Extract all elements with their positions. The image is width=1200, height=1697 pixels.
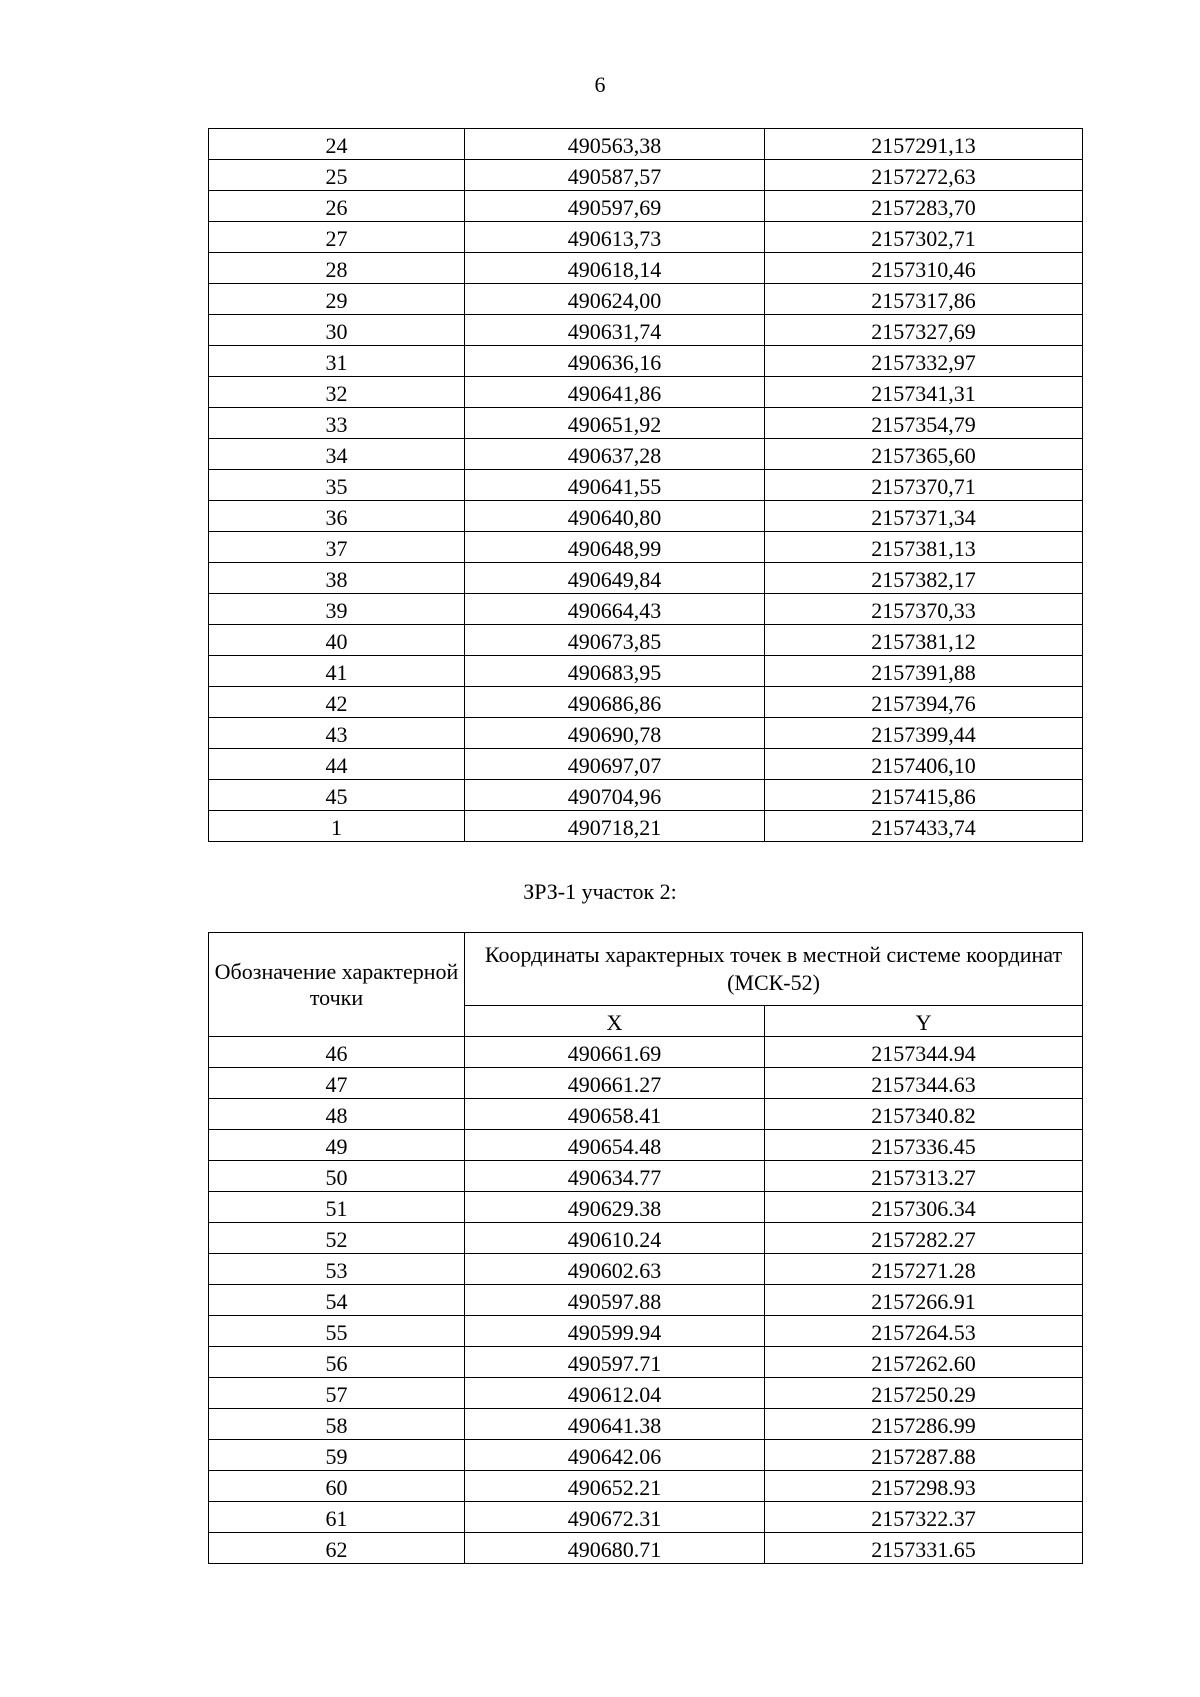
table-row <box>209 1223 1083 1254</box>
point-cell: 35 <box>209 470 465 501</box>
y-coordinate-cell: 2157354,79 <box>765 408 1083 439</box>
y-coordinate-cell: 2157336.45 <box>765 1130 1083 1161</box>
y-coordinate-cell: 2157371,34 <box>765 501 1083 532</box>
point-cell: 54 <box>209 1285 465 1316</box>
y-coordinate-cell: 2157327,69 <box>765 315 1083 346</box>
x-coordinate-cell: 490672.31 <box>465 1502 765 1533</box>
point-cell: 32 <box>209 377 465 408</box>
table-row <box>209 501 1083 532</box>
x-coordinate-cell: 490612.04 <box>465 1378 765 1409</box>
table-row <box>209 1378 1083 1409</box>
y-coordinate-cell: 2157332,97 <box>765 346 1083 377</box>
x-coordinate-cell: 490704,96 <box>465 780 765 811</box>
x-coordinate-cell: 490642.06 <box>465 1440 765 1471</box>
table-row <box>209 656 1083 687</box>
y-coordinate-cell: 2157391,88 <box>765 656 1083 687</box>
table-row <box>209 253 1083 284</box>
table-row <box>209 346 1083 377</box>
point-cell: 44 <box>209 749 465 780</box>
table-row <box>209 594 1083 625</box>
coordinates-group-header: Координаты характерных точек в местной системе координат (МСК-52) <box>465 933 1083 1006</box>
point-cell: 25 <box>209 160 465 191</box>
y-coordinate-cell: 2157282.27 <box>765 1223 1083 1254</box>
table-row <box>209 1192 1083 1223</box>
y-coordinate-cell: 2157340.82 <box>765 1099 1083 1130</box>
table-row <box>209 687 1083 718</box>
table-row <box>209 1347 1083 1378</box>
x-coordinate-cell: 490649,84 <box>465 563 765 594</box>
y-coordinate-cell: 2157370,33 <box>765 594 1083 625</box>
table-row <box>209 377 1083 408</box>
point-cell: 34 <box>209 439 465 470</box>
point-cell: 33 <box>209 408 465 439</box>
table-row <box>209 563 1083 594</box>
y-coordinate-cell: 2157302,71 <box>765 222 1083 253</box>
table-row <box>209 1471 1083 1502</box>
point-cell: 37 <box>209 532 465 563</box>
x-coordinate-cell: 490637,28 <box>465 439 765 470</box>
x-coordinate-cell: 490648,99 <box>465 532 765 563</box>
point-cell: 46 <box>209 1037 465 1068</box>
point-cell: 55 <box>209 1316 465 1347</box>
y-coordinate-cell: 2157394,76 <box>765 687 1083 718</box>
y-coordinate-cell: 2157341,31 <box>765 377 1083 408</box>
point-cell: 50 <box>209 1161 465 1192</box>
y-coordinate-cell: 2157298.93 <box>765 1471 1083 1502</box>
point-cell: 26 <box>209 191 465 222</box>
coordinates-table-2-body <box>209 1037 1083 1564</box>
table-row <box>209 315 1083 346</box>
x-coordinate-cell: 490641.38 <box>465 1409 765 1440</box>
y-coordinate-cell: 2157306.34 <box>765 1192 1083 1223</box>
table-row <box>209 780 1083 811</box>
table-row <box>209 129 1083 160</box>
y-column-header: Y <box>765 1006 1083 1037</box>
table-row <box>209 811 1083 842</box>
table-row <box>209 160 1083 191</box>
point-cell: 52 <box>209 1223 465 1254</box>
y-coordinate-cell: 2157283,70 <box>765 191 1083 222</box>
point-cell: 30 <box>209 315 465 346</box>
y-coordinate-cell: 2157264.53 <box>765 1316 1083 1347</box>
x-coordinate-cell: 490651,92 <box>465 408 765 439</box>
y-coordinate-cell: 2157250.29 <box>765 1378 1083 1409</box>
point-cell: 40 <box>209 625 465 656</box>
table-row <box>209 1440 1083 1471</box>
table-row <box>209 1409 1083 1440</box>
x-coordinate-cell: 490597.71 <box>465 1347 765 1378</box>
x-coordinate-cell: 490629.38 <box>465 1192 765 1223</box>
x-coordinate-cell: 490690,78 <box>465 718 765 749</box>
table-row <box>209 532 1083 563</box>
x-coordinate-cell: 490652.21 <box>465 1471 765 1502</box>
point-cell: 60 <box>209 1471 465 1502</box>
point-cell: 38 <box>209 563 465 594</box>
point-designation-header: Обозначение характерной точки <box>209 933 465 1037</box>
table-row <box>209 1130 1083 1161</box>
y-coordinate-cell: 2157433,74 <box>765 811 1083 842</box>
y-coordinate-cell: 2157287.88 <box>765 1440 1083 1471</box>
x-coordinate-cell: 490631,74 <box>465 315 765 346</box>
coordinates-table-1 <box>208 128 1083 842</box>
y-coordinate-cell: 2157365,60 <box>765 439 1083 470</box>
point-cell: 39 <box>209 594 465 625</box>
point-cell: 41 <box>209 656 465 687</box>
point-cell: 61 <box>209 1502 465 1533</box>
x-coordinate-cell: 490613,73 <box>465 222 765 253</box>
x-coordinate-cell: 490634.77 <box>465 1161 765 1192</box>
point-cell: 51 <box>209 1192 465 1223</box>
x-coordinate-cell: 490610.24 <box>465 1223 765 1254</box>
point-cell: 56 <box>209 1347 465 1378</box>
table-row <box>209 1068 1083 1099</box>
point-cell: 31 <box>209 346 465 377</box>
table-row <box>209 718 1083 749</box>
x-coordinate-cell: 490686,86 <box>465 687 765 718</box>
y-coordinate-cell: 2157272,63 <box>765 160 1083 191</box>
table-row <box>209 408 1083 439</box>
point-cell: 36 <box>209 501 465 532</box>
x-coordinate-cell: 490599.94 <box>465 1316 765 1347</box>
point-cell: 62 <box>209 1533 465 1564</box>
y-coordinate-cell: 2157382,17 <box>765 563 1083 594</box>
table-row <box>209 625 1083 656</box>
y-coordinate-cell: 2157322.37 <box>765 1502 1083 1533</box>
x-coordinate-cell: 490641,86 <box>465 377 765 408</box>
x-coordinate-cell: 490658.41 <box>465 1099 765 1130</box>
x-coordinate-cell: 490654.48 <box>465 1130 765 1161</box>
table-row <box>209 1285 1083 1316</box>
x-coordinate-cell: 490697,07 <box>465 749 765 780</box>
y-coordinate-cell: 2157310,46 <box>765 253 1083 284</box>
y-coordinate-cell: 2157271.28 <box>765 1254 1083 1285</box>
y-coordinate-cell: 2157262.60 <box>765 1347 1083 1378</box>
x-coordinate-cell: 490661.27 <box>465 1068 765 1099</box>
page-number: 6 <box>594 72 606 97</box>
y-coordinate-cell: 2157313.27 <box>765 1161 1083 1192</box>
table-row <box>209 1037 1083 1068</box>
y-coordinate-cell: 2157344.63 <box>765 1068 1083 1099</box>
x-coordinate-cell: 490563,38 <box>465 129 765 160</box>
y-coordinate-cell: 2157381,13 <box>765 532 1083 563</box>
point-cell: 29 <box>209 284 465 315</box>
x-coordinate-cell: 490618,14 <box>465 253 765 284</box>
point-cell: 49 <box>209 1130 465 1161</box>
y-coordinate-cell: 2157286.99 <box>765 1409 1083 1440</box>
table-row <box>209 1533 1083 1564</box>
table-row <box>209 1254 1083 1285</box>
coordinates-table-2 <box>208 932 1083 1564</box>
x-coordinate-cell: 490664,43 <box>465 594 765 625</box>
y-coordinate-cell: 2157381,12 <box>765 625 1083 656</box>
x-column-header: X <box>465 1006 765 1037</box>
point-cell: 47 <box>209 1068 465 1099</box>
x-coordinate-cell: 490673,85 <box>465 625 765 656</box>
section-title: ЗРЗ-1 участок 2: <box>523 879 677 904</box>
point-cell: 57 <box>209 1378 465 1409</box>
coordinates-table-1-body <box>209 129 1083 842</box>
point-cell: 59 <box>209 1440 465 1471</box>
y-coordinate-cell: 2157399,44 <box>765 718 1083 749</box>
point-cell: 58 <box>209 1409 465 1440</box>
point-cell: 45 <box>209 780 465 811</box>
x-coordinate-cell: 490680.71 <box>465 1533 765 1564</box>
y-coordinate-cell: 2157331.65 <box>765 1533 1083 1564</box>
point-cell: 28 <box>209 253 465 284</box>
x-coordinate-cell: 490641,55 <box>465 470 765 501</box>
table-row <box>209 1316 1083 1347</box>
y-coordinate-cell: 2157266.91 <box>765 1285 1083 1316</box>
y-coordinate-cell: 2157317,86 <box>765 284 1083 315</box>
table-row <box>209 1161 1083 1192</box>
table-row <box>209 749 1083 780</box>
point-cell: 1 <box>209 811 465 842</box>
point-cell: 43 <box>209 718 465 749</box>
y-coordinate-cell: 2157370,71 <box>765 470 1083 501</box>
y-coordinate-cell: 2157291,13 <box>765 129 1083 160</box>
x-coordinate-cell: 490602.63 <box>465 1254 765 1285</box>
point-cell: 42 <box>209 687 465 718</box>
y-coordinate-cell: 2157415,86 <box>765 780 1083 811</box>
y-coordinate-cell: 2157344.94 <box>765 1037 1083 1068</box>
point-cell: 53 <box>209 1254 465 1285</box>
x-coordinate-cell: 490624,00 <box>465 284 765 315</box>
x-coordinate-cell: 490718,21 <box>465 811 765 842</box>
table-row <box>209 1099 1083 1130</box>
table-row <box>209 470 1083 501</box>
table-row <box>209 439 1083 470</box>
y-coordinate-cell: 2157406,10 <box>765 749 1083 780</box>
table-row <box>209 222 1083 253</box>
x-coordinate-cell: 490683,95 <box>465 656 765 687</box>
point-cell: 24 <box>209 129 465 160</box>
point-cell: 48 <box>209 1099 465 1130</box>
x-coordinate-cell: 490597,69 <box>465 191 765 222</box>
x-coordinate-cell: 490636,16 <box>465 346 765 377</box>
table-row <box>209 191 1083 222</box>
coordinates-table-2-header <box>209 933 1083 1037</box>
header-row <box>209 933 1083 1006</box>
x-coordinate-cell: 490597.88 <box>465 1285 765 1316</box>
table-row <box>209 284 1083 315</box>
point-cell: 27 <box>209 222 465 253</box>
table-row <box>209 1502 1083 1533</box>
x-coordinate-cell: 490640,80 <box>465 501 765 532</box>
x-coordinate-cell: 490661.69 <box>465 1037 765 1068</box>
x-coordinate-cell: 490587,57 <box>465 160 765 191</box>
